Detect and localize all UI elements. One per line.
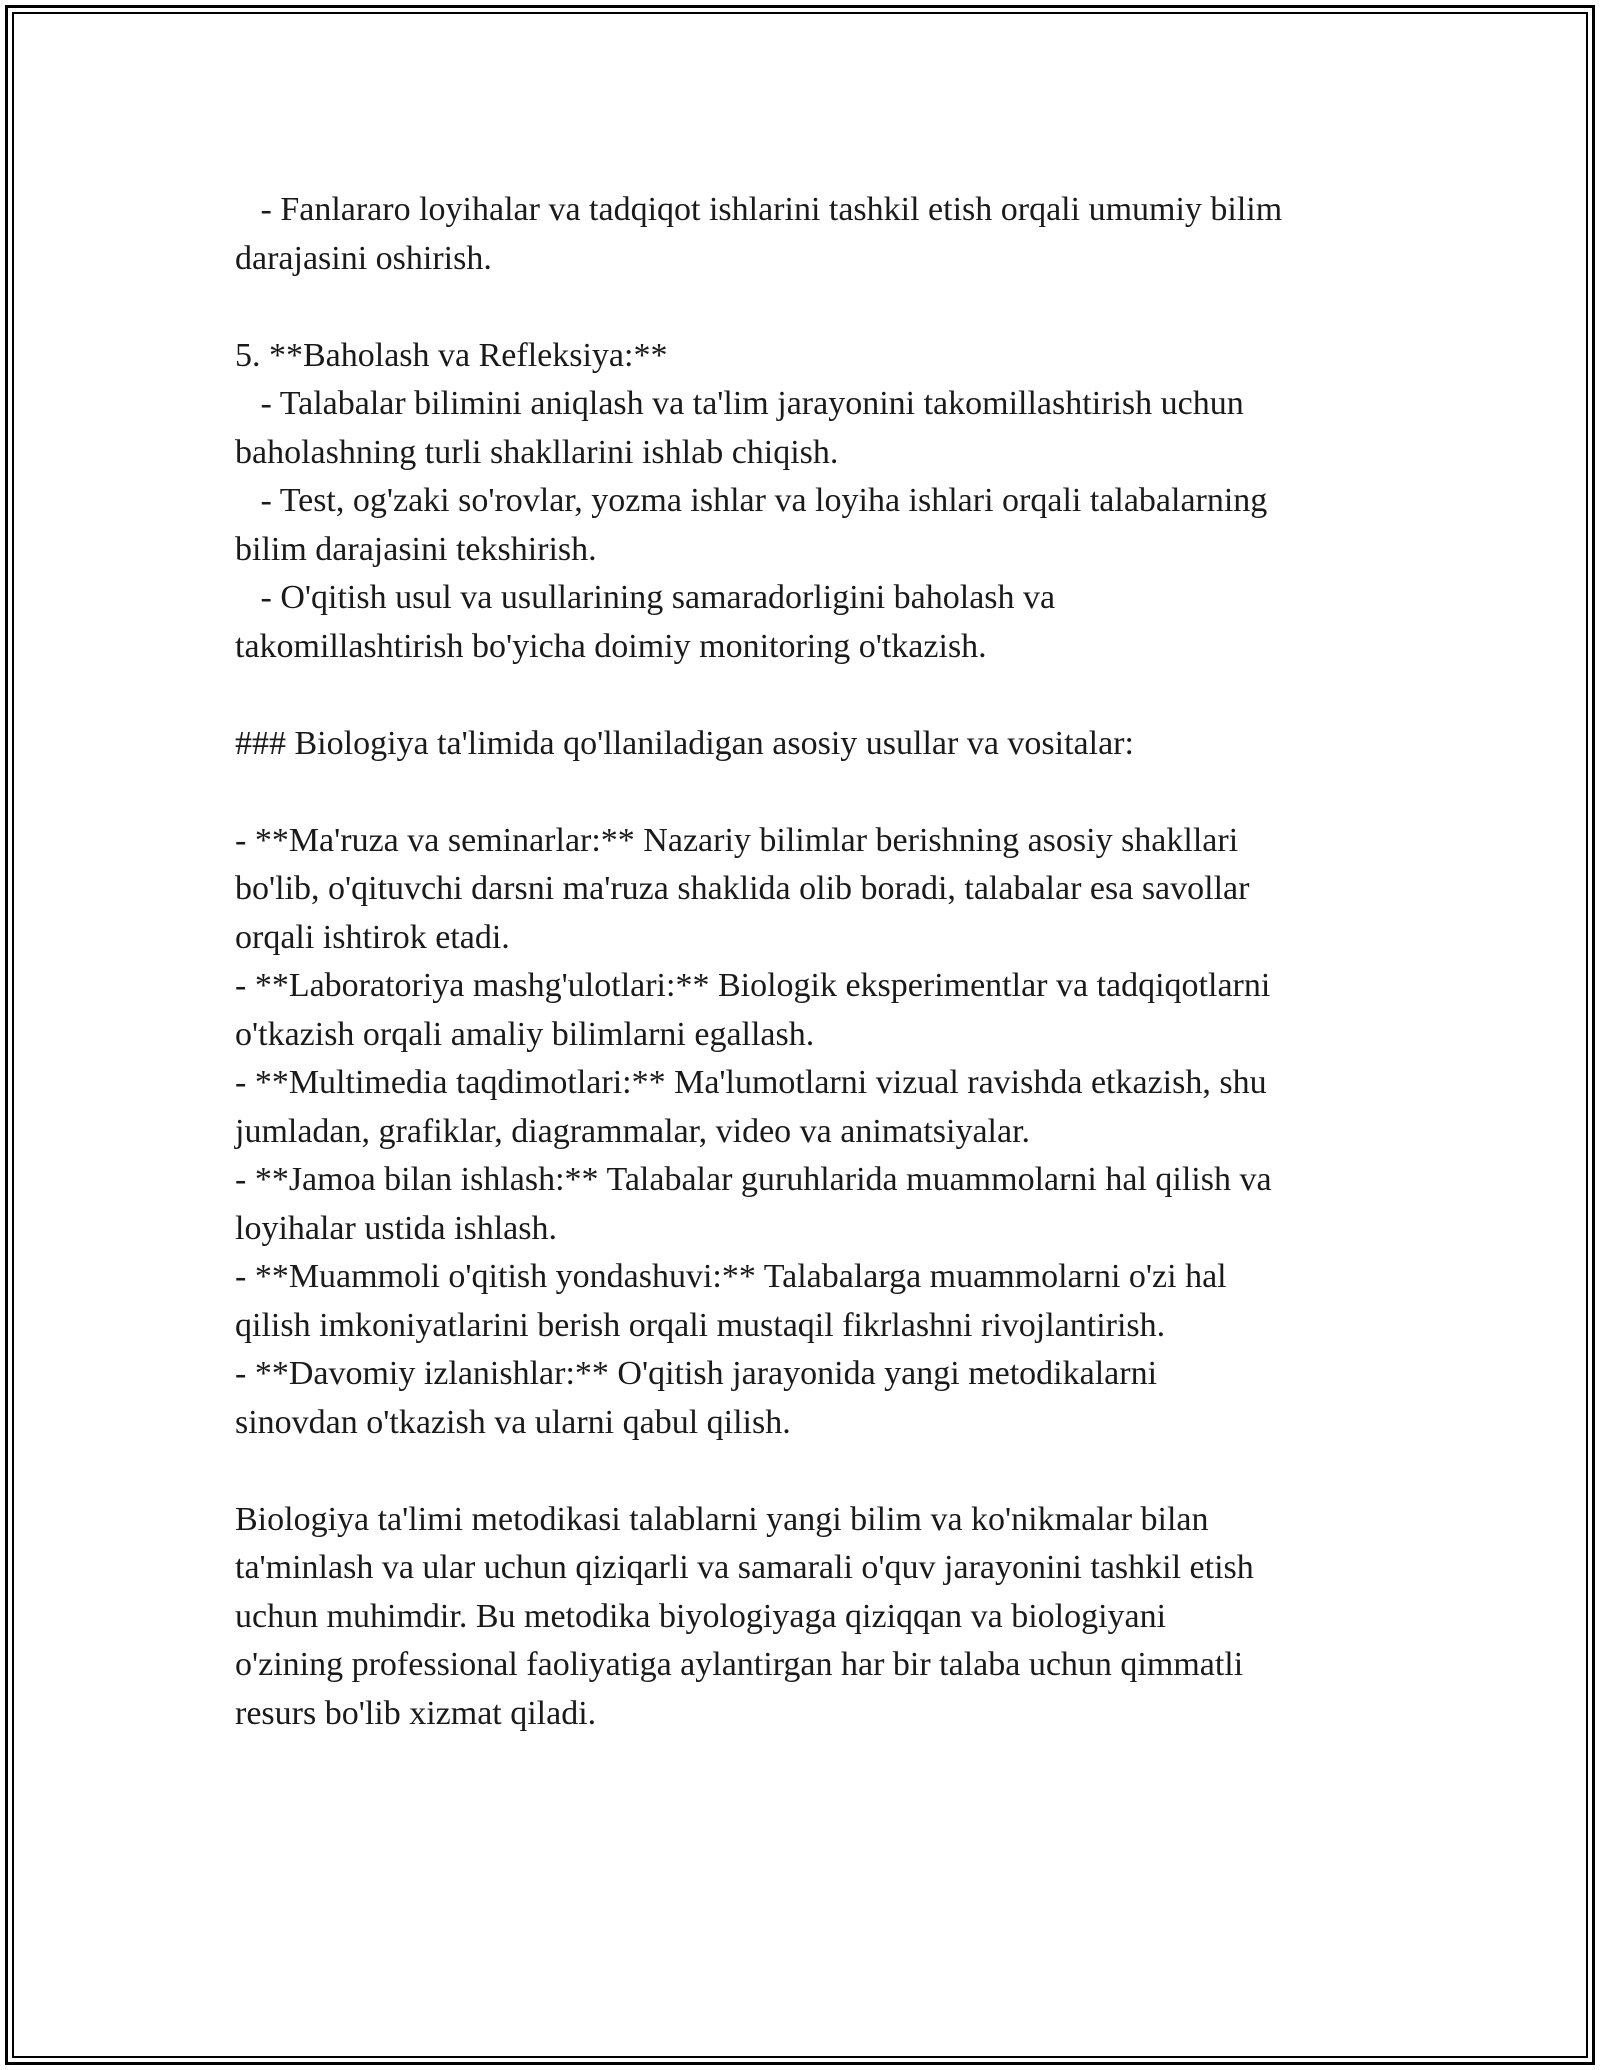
text-line: - O'qitish usul va usullarining samaradorligini baholash va bbox=[235, 579, 1056, 616]
text-line: uchun muhimdir. Bu metodika biyologiyaga qiziqqan va biologiyani bbox=[235, 1597, 1167, 1635]
paragraph-conclusion bbox=[235, 1496, 1385, 1739]
text-line: bilim darajasini tekshirish. bbox=[235, 530, 597, 568]
text-line: baholashning turli shakllarini ishlab chiqish. bbox=[235, 433, 839, 471]
text-line: o'zining professional faoliyatiga aylantirgan har bir talaba uchun qimmatli bbox=[235, 1646, 1244, 1683]
list-item-line: o'tkazish orqali amaliy bilimlarni egallash. bbox=[235, 1015, 815, 1053]
paragraph-interdisciplinary bbox=[235, 186, 1385, 283]
text-line: - Fanlararo loyihalar va tadqiqot ishlarini tashkil etish orqali umumiy bilim bbox=[235, 191, 1283, 228]
section-assessment-reflection bbox=[235, 332, 1385, 672]
text-line: resurs bo'lib xizmat qiladi. bbox=[235, 1694, 597, 1732]
list-item-line: - **Ma'ruza va seminarlar:** Nazariy bilimlar berishning asosiy shakllari bbox=[235, 821, 1239, 859]
section-heading: 5. **Baholash va Refleksiya:** bbox=[235, 336, 668, 374]
text-line: Biologiya ta'limi metodikasi talablarni yangi bilim va ko'nikmalar bilan bbox=[235, 1500, 1209, 1538]
list-item-line: - **Laboratoriya mashg'ulotlari:** Biologik eksperimentlar va tadqiqotlarni bbox=[235, 967, 1271, 1004]
text-line: - Talabalar bilimini aniqlash va ta'lim jarayonini takomillashtirish uchun bbox=[235, 385, 1244, 422]
list-item-line: - **Jamoa bilan ishlash:** Talabalar guruhlarida muammolarni hal qilish va bbox=[235, 1161, 1272, 1198]
text-line: darajasini oshirish. bbox=[235, 239, 492, 277]
subheading-text: ### Biologiya ta'limida qo'llaniladigan asosiy usullar va vositalar: bbox=[235, 724, 1134, 762]
methods-list bbox=[235, 817, 1385, 1448]
list-item-line: loyihalar ustida ishlash. bbox=[235, 1209, 558, 1247]
document-body bbox=[235, 186, 1385, 1738]
blank-line bbox=[235, 671, 1385, 720]
list-item-line: - **Davomiy izlanishlar:** O'qitish jarayonida yangi metodikalarni bbox=[235, 1355, 1158, 1392]
list-item-line: sinovdan o'tkazish va ularni qabul qilish. bbox=[235, 1403, 791, 1441]
text-line: - Test, og'zaki so'rovlar, yozma ishlar va loyiha ishlari orqali talabalarning bbox=[235, 482, 1268, 519]
list-item-line: - **Multimedia taqdimotlari:** Ma'lumotlarni vizual ravishda etkazish, shu bbox=[235, 1064, 1267, 1101]
subheading-methods bbox=[235, 720, 1385, 769]
list-item-line: - **Muammoli o'qitish yondashuvi:** Talabalarga muammolarni o'zi hal bbox=[235, 1258, 1227, 1295]
text-line: takomillashtirish bo'yicha doimiy monitoring o'tkazish. bbox=[235, 627, 987, 665]
blank-line bbox=[235, 768, 1385, 817]
blank-line bbox=[235, 1447, 1385, 1496]
list-item-line: orqali ishtirok etadi. bbox=[235, 918, 510, 956]
list-item-line: bo'lib, o'qituvchi darsni ma'ruza shaklida olib boradi, talabalar esa savollar bbox=[235, 870, 1250, 907]
blank-line bbox=[235, 283, 1385, 332]
text-line: ta'minlash va ular uchun qiziqarli va samarali o'quv jarayonini tashkil etish bbox=[235, 1549, 1254, 1586]
list-item-line: jumladan, grafiklar, diagrammalar, video va animatsiyalar. bbox=[235, 1112, 1031, 1150]
list-item-line: qilish imkoniyatlarini berish orqali mustaqil fikrlashni rivojlantirish. bbox=[235, 1306, 1166, 1344]
